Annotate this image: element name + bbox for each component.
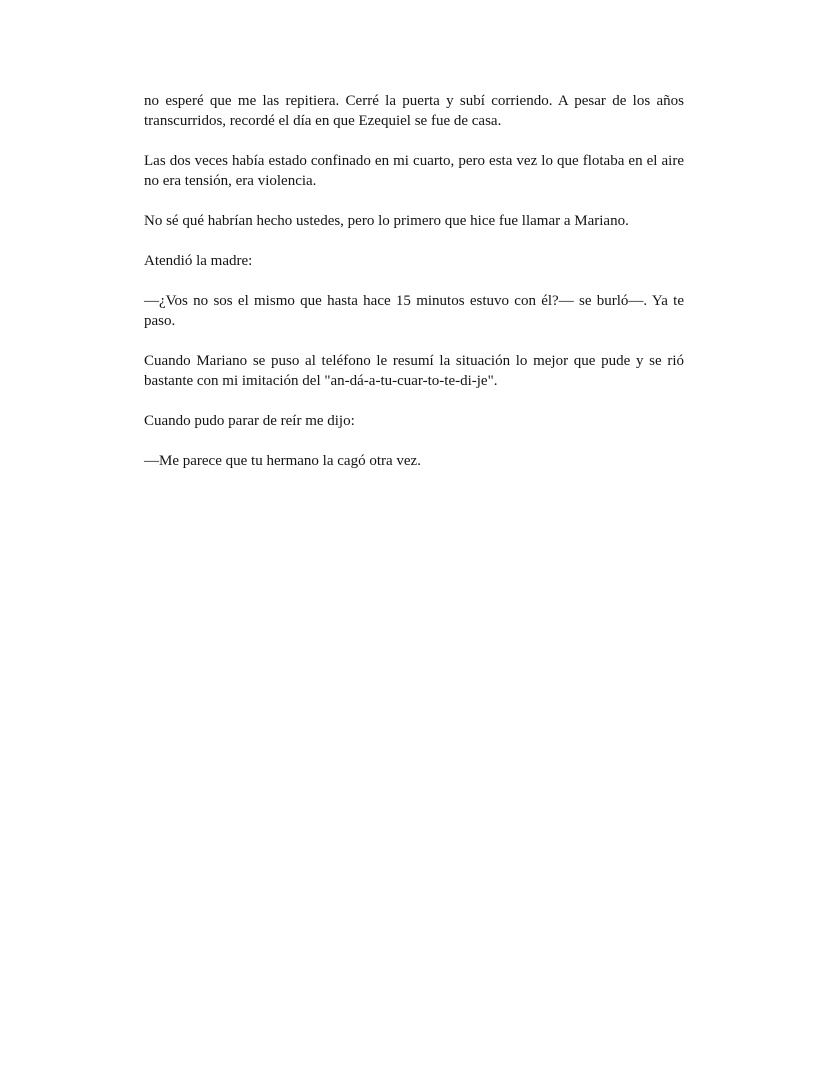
paragraph: No sé qué habrían hecho ustedes, pero lo primero que hice fue llamar a Mariano. [144, 213, 629, 229]
document-page [144, 91, 684, 491]
paragraph: —¿Vos no sos el mismo que hasta hace 15 minutos estuvo con él?— se burló—. Ya te paso. [144, 293, 684, 329]
paragraph: —Me parece que tu hermano la cagó otra vez. [144, 453, 421, 469]
paragraph: Cuando pudo parar de reír me dijo: [144, 413, 355, 429]
paragraph: Las dos veces había estado confinado en mi cuarto, pero esta vez lo que flotaba en el aire no era tensión, era violencia. [144, 153, 684, 189]
paragraph: Cuando Mariano se puso al teléfono le resumí la situación lo mejor que pude y se rió bastante con mi imitación del "an-dá-a-tu-cuar-to-te-di-je". [144, 353, 684, 389]
paragraph: Atendió la madre: [144, 253, 253, 269]
paragraph: no esperé que me las repitiera. Cerré la puerta y subí corriendo. A pesar de los años transcurridos, recordé el día en que Ezequiel se fue de casa. [144, 93, 684, 129]
